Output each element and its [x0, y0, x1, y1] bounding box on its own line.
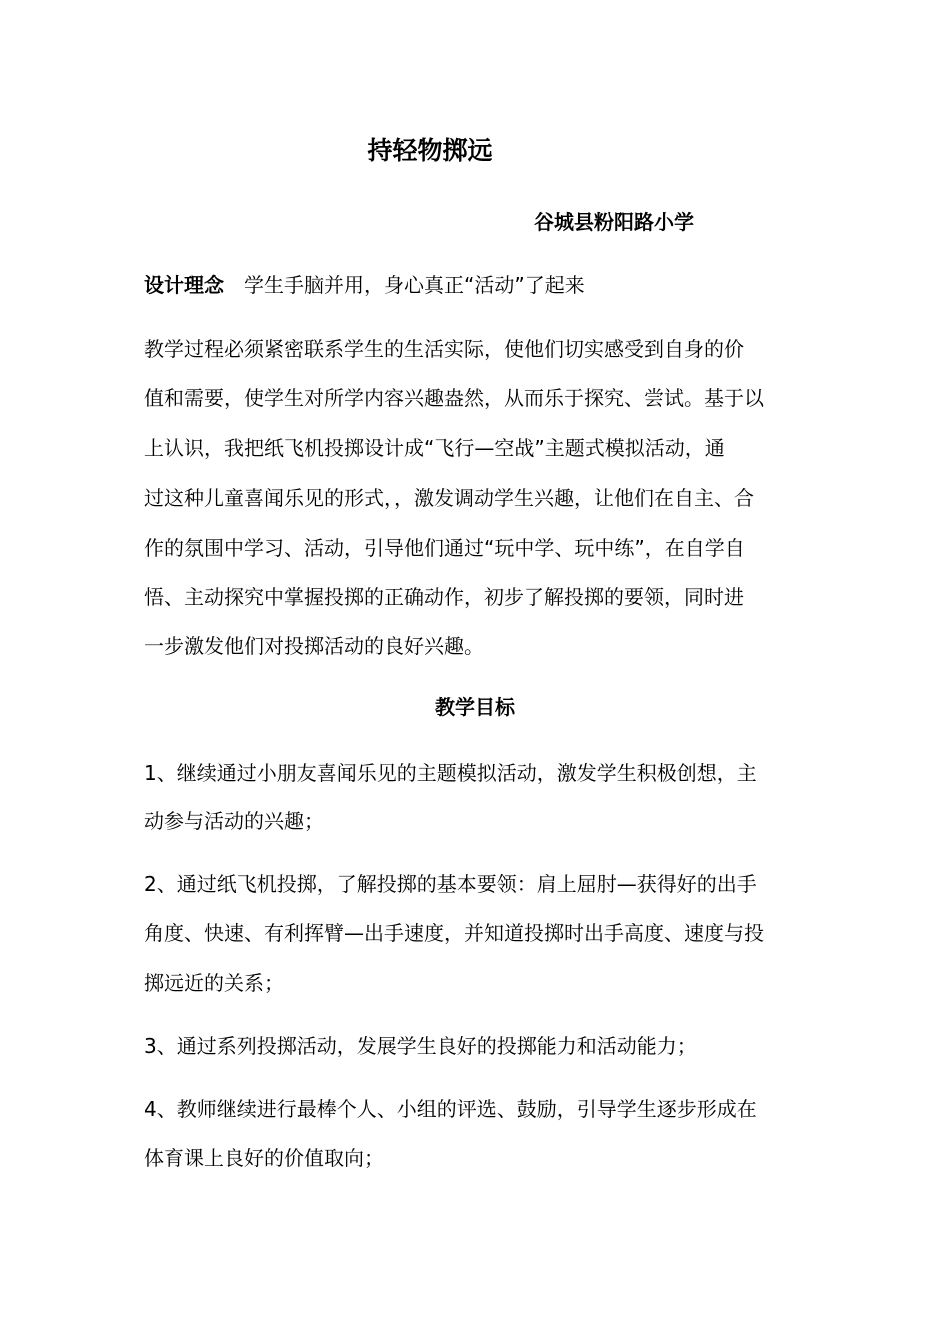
- school-name: 谷城县粉阳路小学: [534, 210, 694, 234]
- objective-line: 体育课上良好的价值取向；: [144, 1146, 384, 1170]
- paragraph-line: 作的氛围中学习、活动，引导他们通过“玩中学、玩中练”，在自学自: [144, 536, 745, 560]
- objective-line: 动参与活动的兴趣；: [144, 809, 324, 833]
- design-concept-line: [144, 268, 814, 302]
- objective-line: 3、通过系列投掷活动，发展学生良好的投掷能力和活动能力；: [144, 1034, 697, 1058]
- paragraph-line: 教学过程必须紧密联系学生的生活实际，使他们切实感受到自身的价: [144, 337, 744, 361]
- paragraph-line: 值和需要，使学生对所学内容兴趣盎然，从而乐于探究、尝试。基于以: [144, 386, 764, 410]
- document-title: 持轻物掷远: [367, 136, 493, 165]
- objective-line: 4、教师继续进行最棒个人、小组的评选、鼓励，引导学生逐步形成在: [144, 1097, 757, 1121]
- paragraph-line: 悟、主动探究中掌握投掷的正确动作，初步了解投掷的要领，同时进: [144, 585, 744, 609]
- design-concept-text: 学生手脑并用，身心真正“活动”了起来: [244, 273, 585, 297]
- objective-line: 2、通过纸飞机投掷，了解投掷的基本要领：肩上屈肘—获得好的出手: [144, 872, 757, 896]
- design-concept-label: 设计理念: [144, 273, 224, 297]
- paragraph-line: 一步激发他们对投掷活动的良好兴趣。: [144, 634, 484, 658]
- paragraph-line: 上认识，我把纸飞机投掷设计成“飞行—空战”主题式模拟活动，通: [144, 436, 725, 460]
- objectives-heading: 教学目标: [435, 695, 515, 719]
- objective-line: 1、继续通过小朋友喜闻乐见的主题模拟活动，激发学生积极创想，主: [144, 761, 757, 785]
- objective-line: 掷远近的关系；: [144, 971, 284, 995]
- objective-line: 角度、快速、有利挥臂—出手速度，并知道投掷时出手高度、速度与投: [144, 921, 764, 945]
- paragraph-line: 过这种儿童喜闻乐见的形式，，激发调动学生兴趣，让他们在自主、合: [144, 486, 754, 510]
